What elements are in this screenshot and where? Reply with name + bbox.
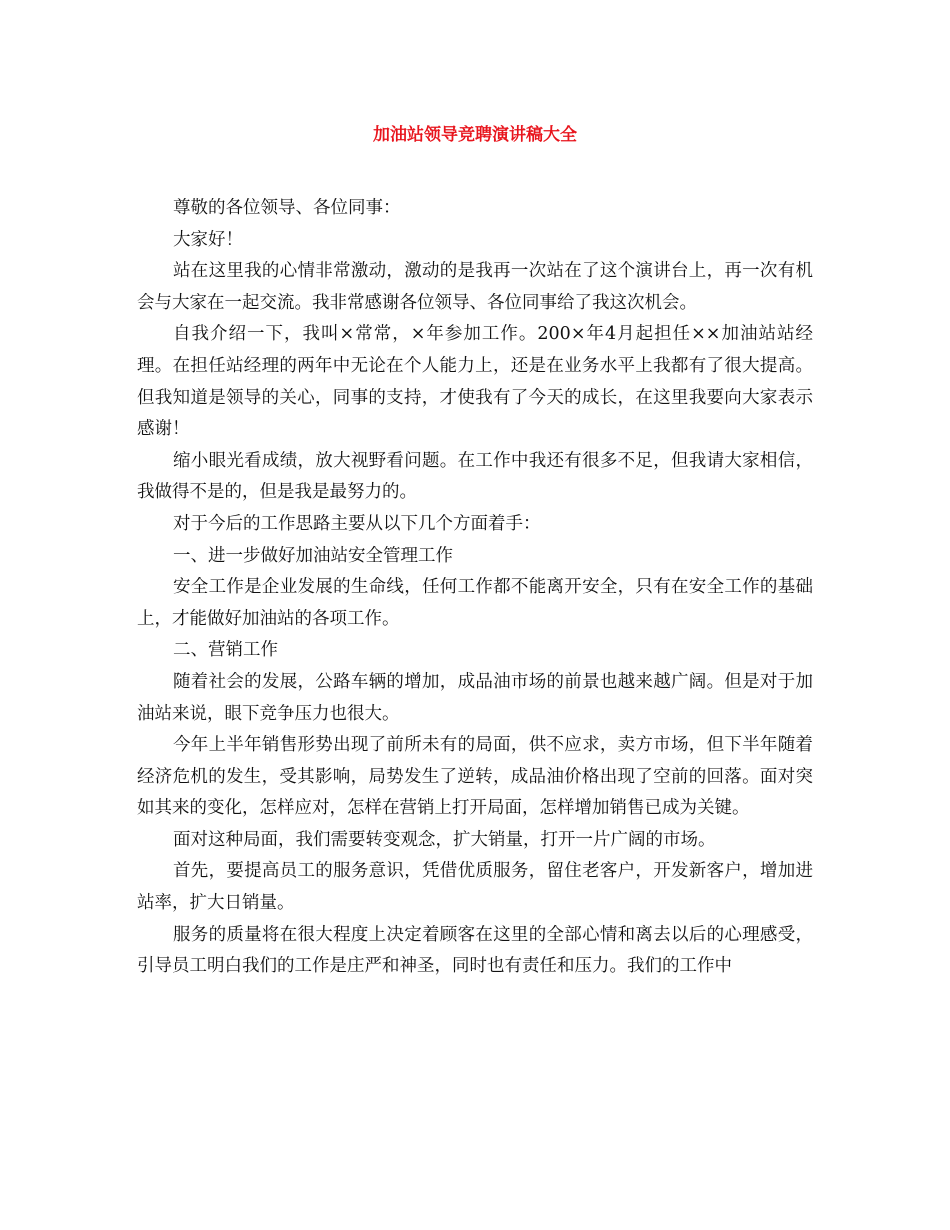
paragraph: 缩小眼光看成绩，放大视野看问题。在工作中我还有很多不足，但我请大家相信，我做得不是的，但是我是最努力的。: [137, 450, 813, 503]
section-heading: 一、进一步做好加油站安全管理工作: [173, 545, 453, 566]
section-heading: 二、营销工作: [173, 640, 278, 661]
paragraph: 面对这种局面，我们需要转变观念，扩大销量，打开一片广阔的市场。: [173, 829, 716, 850]
paragraph-hello: 大家好！: [173, 229, 243, 250]
paragraph-greeting: 尊敬的各位领导、各位同事：: [173, 198, 401, 218]
document-body: [137, 193, 813, 983]
paragraph: 首先，要提高员工的服务意识，凭借优质服务，留住老客户，开发新客户，增加进站率，扩大日销量。: [137, 861, 813, 914]
paragraph: 对于今后的工作思路主要从以下几个方面着手：: [173, 513, 541, 534]
paragraph: 安全工作是企业发展的生命线，任何工作都不能离开安全，只有在安全工作的基础上，才能做好加油站的各项工作。: [137, 577, 813, 629]
paragraph: 服务的质量将在很大程度上决定着顾客在这里的全部心情和离去以后的心理感受，引导员工明白我们的工作是庄严和神圣，同时也有责任和压力。我们的工作中: [137, 924, 813, 977]
paragraph: 自我介绍一下，我叫×常常，×年参加工作。200×年4月起担任××加油站站经理。在担任站经理的两年中无论在个人能力上，还是在业务水平上我都有了很大提高。但我知道是领导的关心，同事的支持，才使我有了今天的成长，在这里我要向大家表示感谢！: [137, 324, 813, 440]
paragraph: 随着社会的发展，公路车辆的增加，成品油市场的前景也越来越广阔。但是对于加油站来说，眼下竞争压力也很大。: [137, 671, 813, 724]
paragraph: 今年上半年销售形势出现了前所未有的局面，供不应求，卖方市场，但下半年随着经济危机的发生，受其影响，局势发生了逆转，成品油价格出现了空前的回落。面对突如其来的变化，怎样应对，怎样在营销上打开局面，怎样增加销售已成为关键。: [137, 735, 813, 819]
document-title: 加油站领导竞聘演讲稿大全: [373, 125, 577, 145]
paragraph: 站在这里我的心情非常激动，激动的是我再一次站在了这个演讲台上，再一次有机会与大家在一起交流。我非常感谢各位领导、各位同事给了我这次机会。: [137, 261, 813, 313]
